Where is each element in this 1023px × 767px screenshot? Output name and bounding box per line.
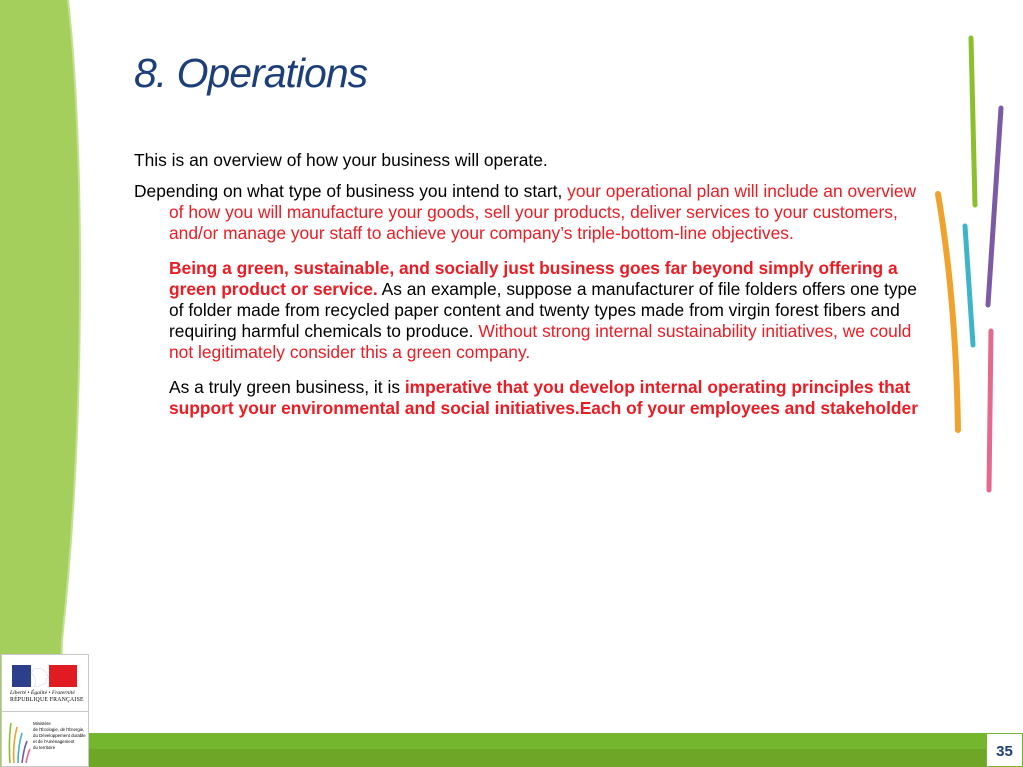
text-highlight-bold: Being a green, sustainable, and socially just business goes far beyond simply offering a green product or service. <box>169 258 898 299</box>
logo-divider <box>2 711 88 712</box>
ministry-name <box>33 721 89 751</box>
slide-body <box>134 150 924 419</box>
stripe-pink <box>989 331 991 490</box>
page-number: 35 <box>996 743 1013 760</box>
body-paragraph-operational-plan <box>134 181 924 244</box>
body-paragraph-imperative <box>134 377 924 419</box>
republic-motto: Liberté • Égalité • Fraternité <box>10 690 75 696</box>
stripe-purple <box>988 108 1001 305</box>
republic-name: RÉPUBLIQUE FRANÇAISE <box>10 697 84 703</box>
footer-bar-highlight <box>89 733 988 749</box>
ministry-logo <box>1 654 89 767</box>
left-decorative-band <box>0 0 90 767</box>
stripe-cyan <box>965 226 973 345</box>
ministry-line: Ministère <box>33 721 51 726</box>
ministry-emblem-icon <box>6 715 34 765</box>
text-highlight-bold: imperative that you develop internal operating principles that support your environmental and social initiatives.Each of your employees and stakeholder <box>169 377 918 418</box>
text-highlight: Without strong internal sustainability initiatives, we could not legitimately consider this a green company. <box>169 321 912 362</box>
ministry-line: de l'Écologie, de l'Énergie, <box>33 727 85 732</box>
marianne-profile-icon <box>28 667 54 687</box>
ministry-line: du Développement durable <box>33 733 86 738</box>
ministry-line: du territoire <box>33 745 56 750</box>
text-plain: Depending on what type of business you intend to start, <box>134 181 568 201</box>
decorative-stripes <box>920 30 1023 500</box>
stripe-green <box>971 38 975 205</box>
text-plain: As an example, suppose a manufacturer of file folders offers one type of folder made from recycled paper content and twenty types made from virgin forest fibers and requiring harmful chemicals to produce. <box>169 279 917 341</box>
slide-title: 8. Operations <box>134 50 368 96</box>
stripe-orange <box>938 194 958 430</box>
body-intro: This is an overview of how your business will operate. <box>134 150 548 170</box>
text-highlight: your operational plan will include an overview of how you will manufacture your goods, sell your products, deliver services to your customers, and/or manage your staff to achieve your company’s triple-bottom-line objectives. <box>169 181 917 243</box>
text-plain: As a truly green business, it is <box>169 377 405 397</box>
page-number-box <box>986 733 1023 767</box>
body-paragraph-green-business <box>134 258 924 363</box>
ministry-line: et de l'Aménagement <box>33 739 75 744</box>
